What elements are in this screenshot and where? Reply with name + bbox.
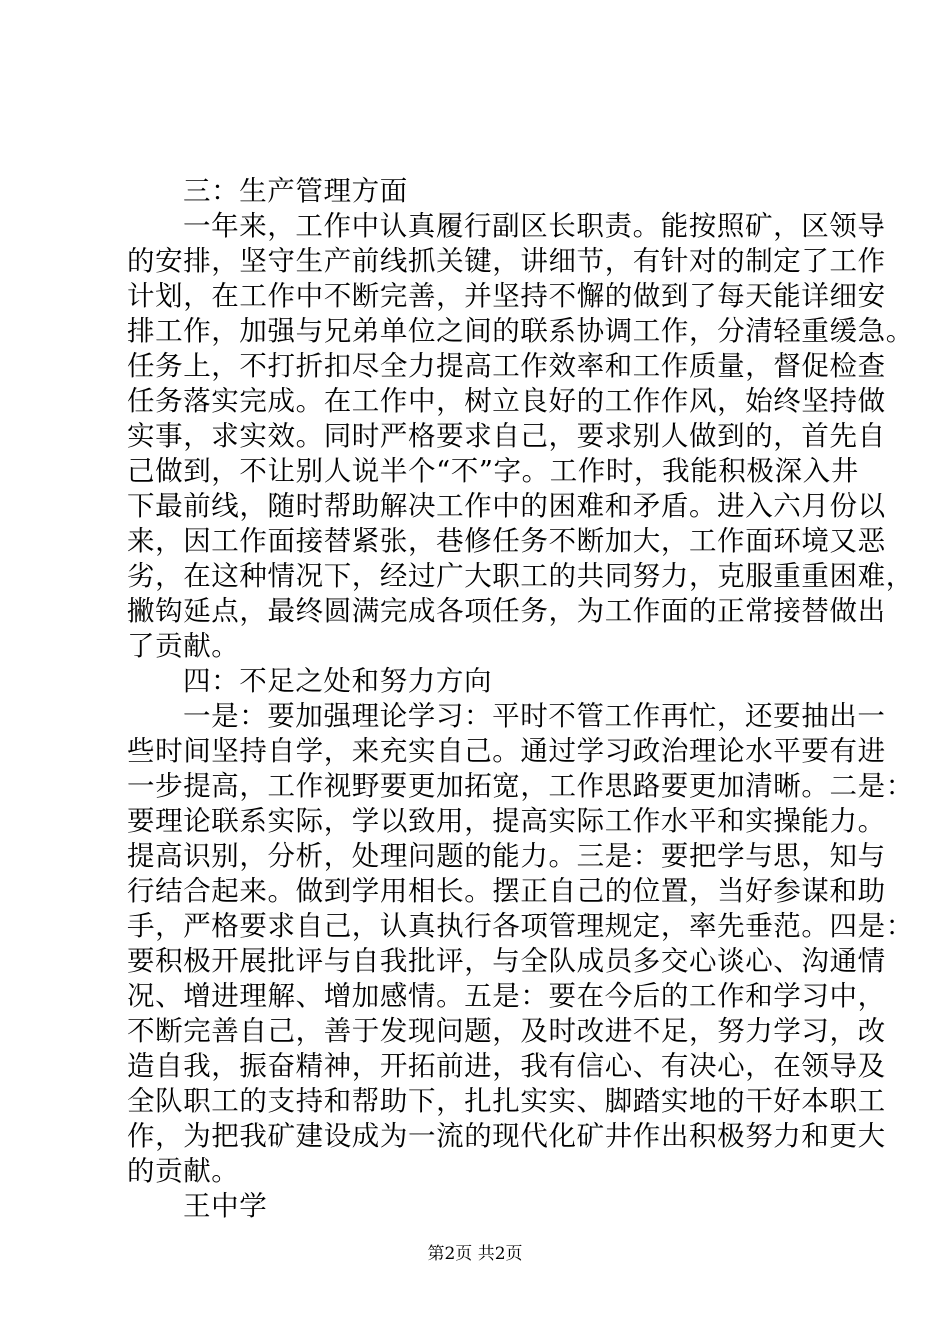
paragraph-line: 来，因工作面接替紧张，巷修任务不断加大，工作面环境又恶 (127, 525, 886, 557)
paragraph-line: 一年来，工作中认真履行副区长职责。能按照矿，区领导 (183, 210, 886, 242)
paragraph-line: 任务落实完成。在工作中，树立良好的工作作风，始终坚持做 (127, 385, 886, 417)
paragraph-line: 下最前线，随时帮助解决工作中的困难和矛盾。进入六月份以 (127, 490, 886, 522)
paragraph-line: 撇钩延点，最终圆满完成各项任务，为工作面的正常接替做出 (127, 595, 886, 627)
paragraph-line: 实事，求实效。同时严格要求自己，要求别人做到的，首先自 (127, 420, 886, 452)
paragraph-line: 任务上，不打折扣尽全力提高工作效率和工作质量，督促检查 (127, 350, 886, 382)
paragraph-line: 一是：要加强理论学习：平时不管工作再忙，还要抽出一 (183, 700, 886, 732)
paragraph-line: 不断完善自己，善于发现问题，及时改进不足，努力学习，改 (127, 1015, 886, 1047)
paragraph-line: 要积极开展批评与自我批评，与全队成员多交心谈心、沟通情 (127, 945, 886, 977)
paragraph-line: 提高识别，分析，处理问题的能力。三是：要把学与思，知与 (127, 840, 886, 872)
page-number-footer: 第2页 共2页 (427, 1244, 523, 1264)
paragraph-line: 手，严格要求自己，认真执行各项管理规定，率先垂范。四是： (127, 910, 914, 942)
paragraph-line: 造自我，振奋精神，开拓前进，我有信心、有决心，在领导及 (127, 1050, 886, 1082)
paragraph-line: 劣，在这种情况下，经过广大职工的共同努力，克服重重困难， (127, 560, 914, 592)
paragraph-line: 一步提高，工作视野要更加拓宽，工作思路要更加清晰。二是： (127, 770, 914, 802)
paragraph-line: 全队职工的支持和帮助下，扎扎实实、脚踏实地的干好本职工 (127, 1085, 886, 1117)
paragraph-line: 作，为把我矿建设成为一流的现代化矿井作出积极努力和更大 (127, 1120, 886, 1152)
paragraph-line: 况、增进理解、增加感情。五是：要在今后的工作和学习中， (127, 980, 886, 1012)
paragraph-line: 己做到，不让别人说半个“不”字。工作时，我能积极深入井 (127, 455, 859, 487)
paragraph-line: 些时间坚持自学，来充实自己。通过学习政治理论水平要有进 (127, 735, 886, 767)
author-signature: 王中学 (183, 1190, 268, 1222)
paragraph-line: 要理论联系实际，学以致用，提高实际工作水平和实操能力。 (127, 805, 886, 837)
paragraph-line: 计划，在工作中不断完善，并坚持不懈的做到了每天能详细安 (127, 280, 886, 312)
paragraph-line: 排工作，加强与兄弟单位之间的联系协调工作，分清轻重缓急。 (127, 315, 914, 347)
section-heading-improvement: 四：不足之处和努力方向 (183, 665, 493, 697)
section-heading-production: 三：生产管理方面 (183, 175, 408, 207)
paragraph-line: 行结合起来。做到学用相长。摆正自己的位置，当好参谋和助 (127, 875, 886, 907)
paragraph-line: 的安排，坚守生产前线抓关键，讲细节，有针对的制定了工作 (127, 245, 886, 277)
paragraph-line: 了贡献。 (127, 630, 240, 662)
paragraph-line: 的贡献。 (127, 1155, 240, 1187)
